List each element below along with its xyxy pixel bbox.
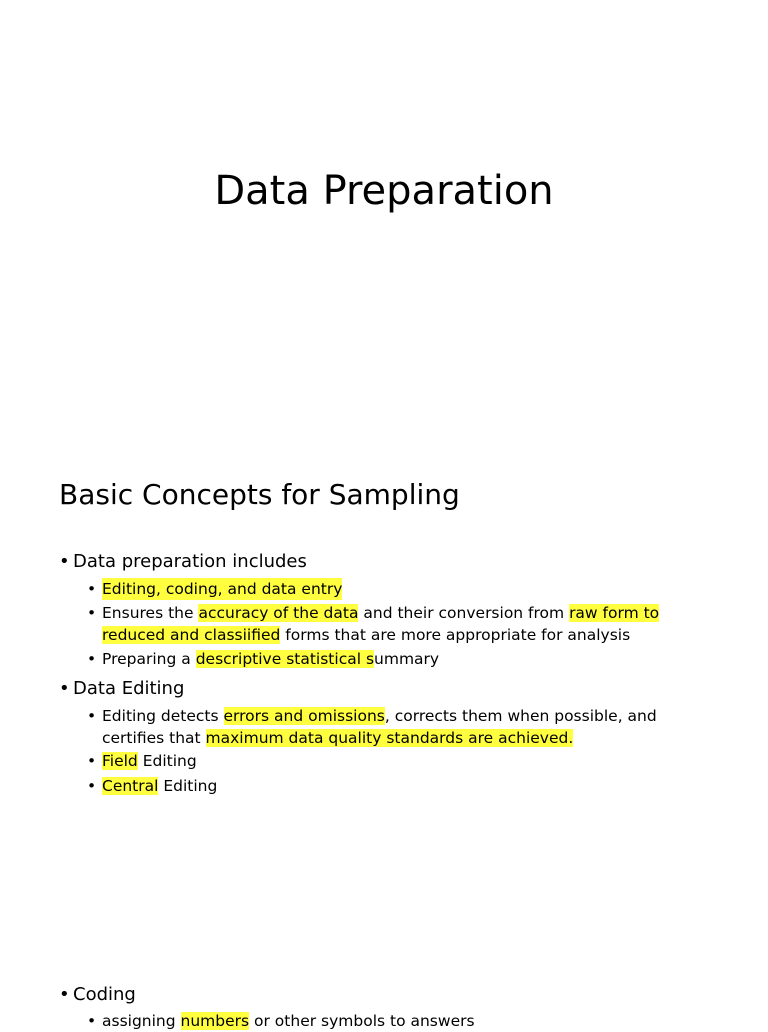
text-run: Editing detects xyxy=(102,707,224,725)
highlighted-text: maximum data quality standards are achieved. xyxy=(205,729,574,747)
bullet-text-line1 xyxy=(102,602,659,624)
bullet-dot: • xyxy=(59,551,70,572)
bullet-dot: • xyxy=(59,678,70,699)
text-run: Editing xyxy=(158,777,218,795)
bullet-dot: • xyxy=(87,777,97,795)
text-run: and their conversion from xyxy=(358,604,570,622)
highlighted-text: Central xyxy=(102,777,159,795)
highlighted-text: Field xyxy=(102,752,138,770)
text-run: Preparing a xyxy=(102,650,196,668)
bullet-text-line2 xyxy=(102,624,630,646)
bullet-text xyxy=(102,648,439,670)
bullet-text-line2 xyxy=(102,727,573,749)
bullet-text: Data Editing xyxy=(73,678,185,699)
text-run: forms that are more appropriate for analysis xyxy=(280,626,631,644)
text-run: or other symbols to answers xyxy=(249,1012,475,1030)
bullet-text: Coding xyxy=(73,984,136,1005)
text-run: assigning xyxy=(102,1012,181,1030)
bullet-text-line1 xyxy=(102,705,657,727)
section-title: Basic Concepts for Sampling xyxy=(59,478,460,511)
slide-title: Data Preparation xyxy=(214,168,554,214)
highlighted-text: descriptive statistical s xyxy=(195,650,375,668)
bullet-dot: • xyxy=(87,650,97,668)
bullet-text: Data preparation includes xyxy=(73,551,307,572)
bullet-text xyxy=(102,1010,475,1032)
bullet-dot: • xyxy=(87,580,97,598)
highlighted-text: reduced and classiified xyxy=(102,626,281,644)
highlighted-text: numbers xyxy=(180,1012,250,1030)
text-run: Ensures the xyxy=(102,604,199,622)
text-run: Editing xyxy=(137,752,197,770)
bullet-text xyxy=(102,775,217,797)
text-run: , corrects them when possible, and xyxy=(384,707,657,725)
bullet-dot: • xyxy=(87,707,97,725)
bullet-text xyxy=(102,750,197,772)
highlighted-text: accuracy of the data xyxy=(198,604,359,622)
bullet-dot: • xyxy=(87,752,97,770)
highlighted-text: raw form to xyxy=(569,604,660,622)
bullet-dot: • xyxy=(87,604,97,622)
bullet-dot: • xyxy=(59,984,70,1005)
highlighted-text: Editing, coding, and data entry xyxy=(102,580,343,598)
text-run: ummary xyxy=(374,650,440,668)
highlighted-text: errors and omissions xyxy=(223,707,385,725)
bullet-dot: • xyxy=(87,1012,97,1030)
text-run: certifies that xyxy=(102,729,206,747)
